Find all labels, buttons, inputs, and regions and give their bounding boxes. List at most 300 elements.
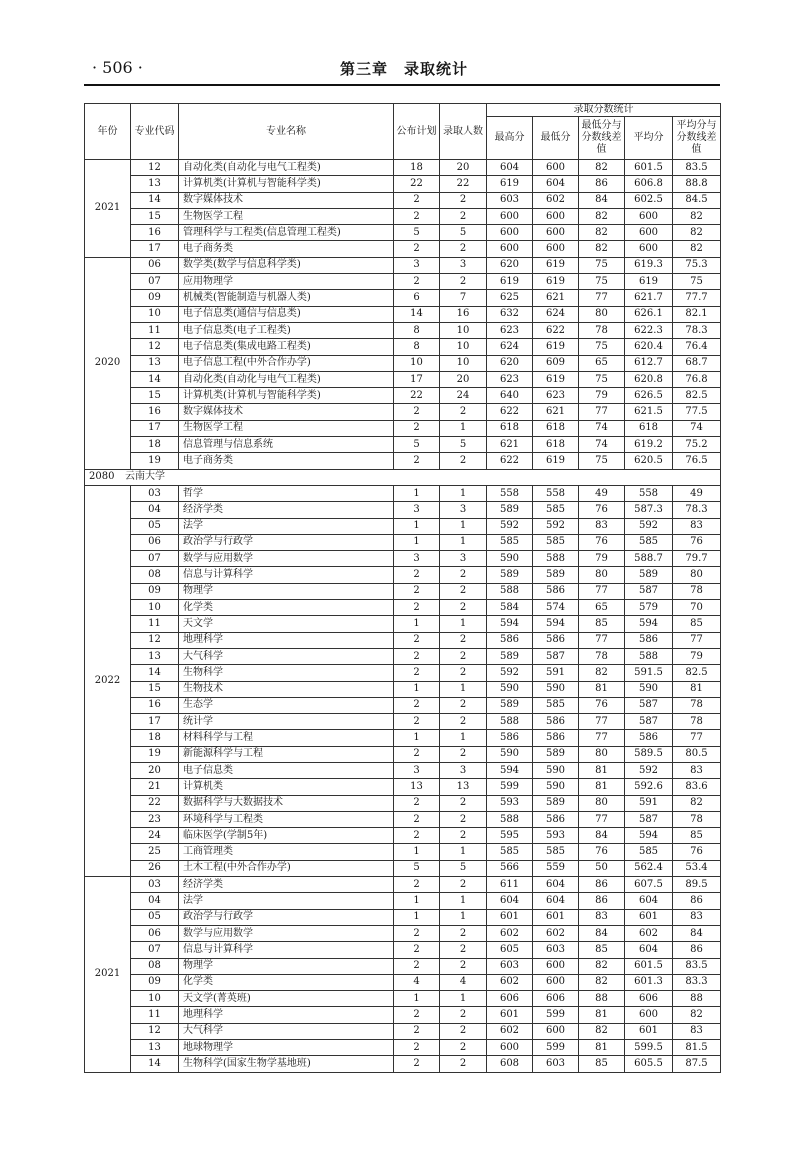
code-cell: 04 [131,502,179,518]
min-cell: 600 [533,225,579,241]
max-cell: 619 [487,176,533,192]
name-cell: 生态学 [179,697,394,713]
code-cell: 06 [131,534,179,550]
table-body [85,160,721,1073]
min-diff-cell: 86 [579,176,625,192]
code-cell: 10 [131,991,179,1007]
plan-cell: 1 [394,534,440,550]
avg-cell: 601.3 [625,974,673,990]
min-cell: 619 [533,339,579,355]
admitted-cell: 7 [440,290,487,306]
plan-cell: 8 [394,322,440,338]
table-row [85,746,721,762]
table-row [85,893,721,909]
min-diff-cell: 75 [579,339,625,355]
avg-cell: 620.8 [625,371,673,387]
header-admitted: 录取人数 [440,104,487,160]
code-cell: 12 [131,632,179,648]
min-diff-cell: 82 [579,225,625,241]
code-cell: 18 [131,437,179,453]
header-name: 专业名称 [179,104,394,160]
avg-diff-cell: 82 [673,795,721,811]
header-min: 最低分 [533,117,579,160]
admitted-cell: 20 [440,160,487,176]
admitted-cell: 1 [440,420,487,436]
table-row [85,388,721,404]
avg-cell: 588.7 [625,551,673,567]
table-row [85,322,721,338]
admitted-cell: 1 [440,844,487,860]
avg-cell: 619.2 [625,437,673,453]
min-cell: 589 [533,746,579,762]
min-diff-cell: 77 [579,404,625,420]
header-avg: 平均分 [625,117,673,160]
max-cell: 604 [487,160,533,176]
min-cell: 589 [533,567,579,583]
avg-cell: 585 [625,844,673,860]
code-cell: 08 [131,958,179,974]
max-cell: 589 [487,648,533,664]
max-cell: 603 [487,192,533,208]
avg-cell: 589 [625,567,673,583]
name-cell: 电子信息类 [179,762,394,778]
plan-cell: 2 [394,746,440,762]
table-row [85,339,721,355]
plan-cell: 2 [394,648,440,664]
name-cell: 机械类(智能制造与机器人类) [179,290,394,306]
avg-diff-cell: 74 [673,420,721,436]
admitted-cell: 3 [440,551,487,567]
avg-cell: 600 [625,1007,673,1023]
name-cell: 数学与应用数学 [179,925,394,941]
avg-cell: 621.5 [625,404,673,420]
max-cell: 586 [487,730,533,746]
min-diff-cell: 65 [579,600,625,616]
header-plan: 公布计划 [394,104,440,160]
code-cell: 17 [131,714,179,730]
min-diff-cell: 77 [579,714,625,730]
code-cell: 06 [131,257,179,273]
max-cell: 621 [487,437,533,453]
admitted-cell: 2 [440,453,487,469]
year-cell: 2022 [85,485,131,876]
code-cell: 09 [131,583,179,599]
admitted-cell: 24 [440,388,487,404]
code-cell: 19 [131,746,179,762]
admitted-cell: 2 [440,828,487,844]
table-row [85,192,721,208]
plan-cell: 1 [394,893,440,909]
min-cell: 591 [533,665,579,681]
avg-diff-cell: 77.5 [673,404,721,420]
min-cell: 600 [533,208,579,224]
table-row [85,208,721,224]
max-cell: 585 [487,534,533,550]
header-year: 年份 [85,104,131,160]
admitted-cell: 2 [440,925,487,941]
min-cell: 600 [533,160,579,176]
avg-cell: 622.3 [625,322,673,338]
min-cell: 623 [533,388,579,404]
avg-diff-cell: 81.5 [673,1040,721,1056]
min-diff-cell: 81 [579,779,625,795]
min-cell: 621 [533,404,579,420]
code-cell: 14 [131,192,179,208]
plan-cell: 17 [394,371,440,387]
min-diff-cell: 77 [579,811,625,827]
avg-diff-cell: 76.5 [673,453,721,469]
plan-cell: 2 [394,795,440,811]
code-cell: 12 [131,339,179,355]
max-cell: 618 [487,420,533,436]
min-diff-cell: 81 [579,681,625,697]
min-cell: 585 [533,844,579,860]
min-diff-cell: 74 [579,420,625,436]
plan-cell: 1 [394,844,440,860]
avg-diff-cell: 89.5 [673,877,721,893]
min-diff-cell: 85 [579,616,625,632]
name-cell: 应用物理学 [179,274,394,290]
min-diff-cell: 75 [579,274,625,290]
min-diff-cell: 65 [579,355,625,371]
plan-cell: 2 [394,208,440,224]
max-cell: 585 [487,844,533,860]
table-row [85,583,721,599]
admitted-cell: 2 [440,1040,487,1056]
avg-cell: 626.5 [625,388,673,404]
name-cell: 电子商务类 [179,241,394,257]
avg-diff-cell: 80 [673,567,721,583]
code-cell: 23 [131,811,179,827]
name-cell: 法学 [179,893,394,909]
max-cell: 619 [487,274,533,290]
plan-cell: 2 [394,828,440,844]
avg-cell: 600 [625,241,673,257]
min-cell: 621 [533,290,579,306]
min-diff-cell: 88 [579,991,625,1007]
max-cell: 592 [487,665,533,681]
plan-cell: 1 [394,518,440,534]
avg-diff-cell: 85 [673,828,721,844]
avg-diff-cell: 83 [673,1023,721,1039]
admitted-cell: 16 [440,306,487,322]
admitted-cell: 1 [440,893,487,909]
avg-diff-cell: 80.5 [673,746,721,762]
min-diff-cell: 76 [579,534,625,550]
max-cell: 584 [487,600,533,616]
plan-cell: 14 [394,306,440,322]
max-cell: 603 [487,958,533,974]
code-cell: 16 [131,404,179,420]
avg-cell: 626.1 [625,306,673,322]
name-cell: 天文学(菁英班) [179,991,394,1007]
plan-cell: 2 [394,877,440,893]
admitted-cell: 5 [440,437,487,453]
min-diff-cell: 82 [579,974,625,990]
code-cell: 25 [131,844,179,860]
plan-cell: 5 [394,860,440,876]
avg-cell: 621.7 [625,290,673,306]
plan-cell: 3 [394,762,440,778]
name-cell: 信息管理与信息系统 [179,437,394,453]
name-cell: 地球物理学 [179,1040,394,1056]
code-cell: 08 [131,567,179,583]
admitted-cell: 1 [440,518,487,534]
table-row [85,502,721,518]
min-diff-cell: 75 [579,257,625,273]
name-cell: 数字媒体技术 [179,404,394,420]
table-row [85,730,721,746]
code-cell: 10 [131,306,179,322]
name-cell: 电子信息工程(中外合作办学) [179,355,394,371]
code-cell: 11 [131,322,179,338]
table-row [85,665,721,681]
code-cell: 12 [131,1023,179,1039]
plan-cell: 2 [394,600,440,616]
code-cell: 13 [131,648,179,664]
min-cell: 606 [533,991,579,1007]
table-row [85,1007,721,1023]
plan-cell: 18 [394,160,440,176]
plan-cell: 2 [394,404,440,420]
avg-cell: 591.5 [625,665,673,681]
plan-cell: 2 [394,420,440,436]
name-cell: 材料科学与工程 [179,730,394,746]
table-row [85,534,721,550]
min-cell: 603 [533,942,579,958]
plan-cell: 2 [394,697,440,713]
min-diff-cell: 83 [579,518,625,534]
avg-diff-cell: 83 [673,909,721,925]
max-cell: 600 [487,225,533,241]
min-diff-cell: 80 [579,306,625,322]
min-cell: 602 [533,192,579,208]
page-number: · 506 · [92,58,143,77]
max-cell: 589 [487,567,533,583]
avg-cell: 587 [625,811,673,827]
table-row [85,420,721,436]
admitted-cell: 2 [440,583,487,599]
avg-diff-cell: 83.3 [673,974,721,990]
avg-cell: 587 [625,714,673,730]
table-row [85,925,721,941]
name-cell: 统计学 [179,714,394,730]
avg-diff-cell: 87.5 [673,1056,721,1072]
table-row [85,974,721,990]
min-cell: 586 [533,714,579,730]
table-row [85,714,721,730]
plan-cell: 2 [394,811,440,827]
code-cell: 13 [131,1040,179,1056]
name-cell: 政治学与行政学 [179,909,394,925]
min-diff-cell: 75 [579,371,625,387]
min-diff-cell: 82 [579,160,625,176]
min-cell: 587 [533,648,579,664]
plan-cell: 2 [394,1040,440,1056]
header-min-diff: 最低分与分数线差值 [579,117,625,160]
table-row [85,257,721,273]
avg-cell: 605.5 [625,1056,673,1072]
table-row [85,1056,721,1072]
code-cell: 21 [131,779,179,795]
max-cell: 602 [487,1023,533,1039]
max-cell: 611 [487,877,533,893]
code-cell: 19 [131,453,179,469]
avg-diff-cell: 78 [673,714,721,730]
avg-cell: 558 [625,485,673,501]
avg-cell: 587 [625,697,673,713]
avg-cell: 579 [625,600,673,616]
min-cell: 574 [533,600,579,616]
avg-diff-cell: 78 [673,811,721,827]
name-cell: 信息与计算科学 [179,567,394,583]
code-cell: 20 [131,762,179,778]
avg-diff-cell: 82 [673,1007,721,1023]
admitted-cell: 10 [440,339,487,355]
table-row [85,697,721,713]
name-cell: 大气科学 [179,648,394,664]
code-cell: 18 [131,730,179,746]
avg-diff-cell: 83 [673,518,721,534]
plan-cell: 10 [394,355,440,371]
code-cell: 07 [131,551,179,567]
min-diff-cell: 75 [579,453,625,469]
min-cell: 602 [533,925,579,941]
max-cell: 566 [487,860,533,876]
plan-cell: 3 [394,551,440,567]
min-cell: 604 [533,893,579,909]
avg-diff-cell: 83.5 [673,160,721,176]
avg-diff-cell: 78.3 [673,322,721,338]
table-row [85,160,721,176]
min-diff-cell: 81 [579,1007,625,1023]
table-row [85,1040,721,1056]
max-cell: 595 [487,828,533,844]
min-cell: 586 [533,632,579,648]
avg-diff-cell: 78 [673,583,721,599]
header-max: 最高分 [487,117,533,160]
avg-cell: 585 [625,534,673,550]
min-cell: 600 [533,958,579,974]
min-diff-cell: 49 [579,485,625,501]
table-row [85,1023,721,1039]
avg-diff-cell: 81 [673,681,721,697]
min-diff-cell: 82 [579,241,625,257]
name-cell: 政治学与行政学 [179,534,394,550]
max-cell: 594 [487,616,533,632]
table-row [85,632,721,648]
min-diff-cell: 79 [579,388,625,404]
name-cell: 计算机类(计算机与智能科学类) [179,176,394,192]
university-name: 云南大学 [125,471,165,483]
min-diff-cell: 76 [579,502,625,518]
admitted-cell: 2 [440,697,487,713]
admitted-cell: 1 [440,991,487,1007]
code-cell: 12 [131,160,179,176]
min-diff-cell: 77 [579,290,625,306]
min-diff-cell: 78 [579,648,625,664]
max-cell: 602 [487,925,533,941]
table-row [85,991,721,1007]
avg-diff-cell: 88 [673,991,721,1007]
code-cell: 14 [131,1056,179,1072]
admitted-cell: 5 [440,860,487,876]
max-cell: 624 [487,339,533,355]
university-section [85,469,721,485]
min-diff-cell: 77 [579,632,625,648]
plan-cell: 3 [394,257,440,273]
min-cell: 599 [533,1007,579,1023]
table-row [85,355,721,371]
admitted-cell: 2 [440,665,487,681]
min-cell: 585 [533,697,579,713]
table-row [85,404,721,420]
min-diff-cell: 77 [579,583,625,599]
min-cell: 618 [533,437,579,453]
min-cell: 599 [533,1040,579,1056]
admitted-cell: 10 [440,355,487,371]
avg-diff-cell: 75 [673,274,721,290]
avg-cell: 607.5 [625,877,673,893]
table-row [85,958,721,974]
avg-cell: 600 [625,225,673,241]
header-score-group: 录取分数统计 [487,104,721,117]
min-cell: 592 [533,518,579,534]
plan-cell: 2 [394,958,440,974]
avg-cell: 602 [625,925,673,941]
min-cell: 586 [533,583,579,599]
max-cell: 606 [487,991,533,1007]
min-cell: 558 [533,485,579,501]
admitted-cell: 10 [440,322,487,338]
avg-diff-cell: 77.7 [673,290,721,306]
min-diff-cell: 76 [579,697,625,713]
avg-diff-cell: 77 [673,632,721,648]
admitted-cell: 2 [440,274,487,290]
min-cell: 619 [533,274,579,290]
admitted-cell: 2 [440,600,487,616]
min-cell: 585 [533,534,579,550]
name-cell: 化学类 [179,974,394,990]
table-row [85,795,721,811]
plan-cell: 4 [394,974,440,990]
max-cell: 623 [487,371,533,387]
min-diff-cell: 84 [579,192,625,208]
avg-diff-cell: 76.8 [673,371,721,387]
plan-cell: 5 [394,437,440,453]
avg-cell: 606.8 [625,176,673,192]
name-cell: 电子信息类(集成电路工程类) [179,339,394,355]
avg-diff-cell: 75.3 [673,257,721,273]
table-row [85,828,721,844]
min-cell: 609 [533,355,579,371]
max-cell: 588 [487,583,533,599]
max-cell: 600 [487,208,533,224]
admitted-cell: 4 [440,974,487,990]
table-row [85,779,721,795]
max-cell: 586 [487,632,533,648]
admitted-cell: 1 [440,730,487,746]
avg-diff-cell: 82.5 [673,665,721,681]
avg-diff-cell: 79 [673,648,721,664]
plan-cell: 2 [394,632,440,648]
avg-diff-cell: 83.6 [673,779,721,795]
min-cell: 619 [533,453,579,469]
min-diff-cell: 80 [579,567,625,583]
code-cell: 09 [131,974,179,990]
admitted-cell: 13 [440,779,487,795]
max-cell: 588 [487,811,533,827]
